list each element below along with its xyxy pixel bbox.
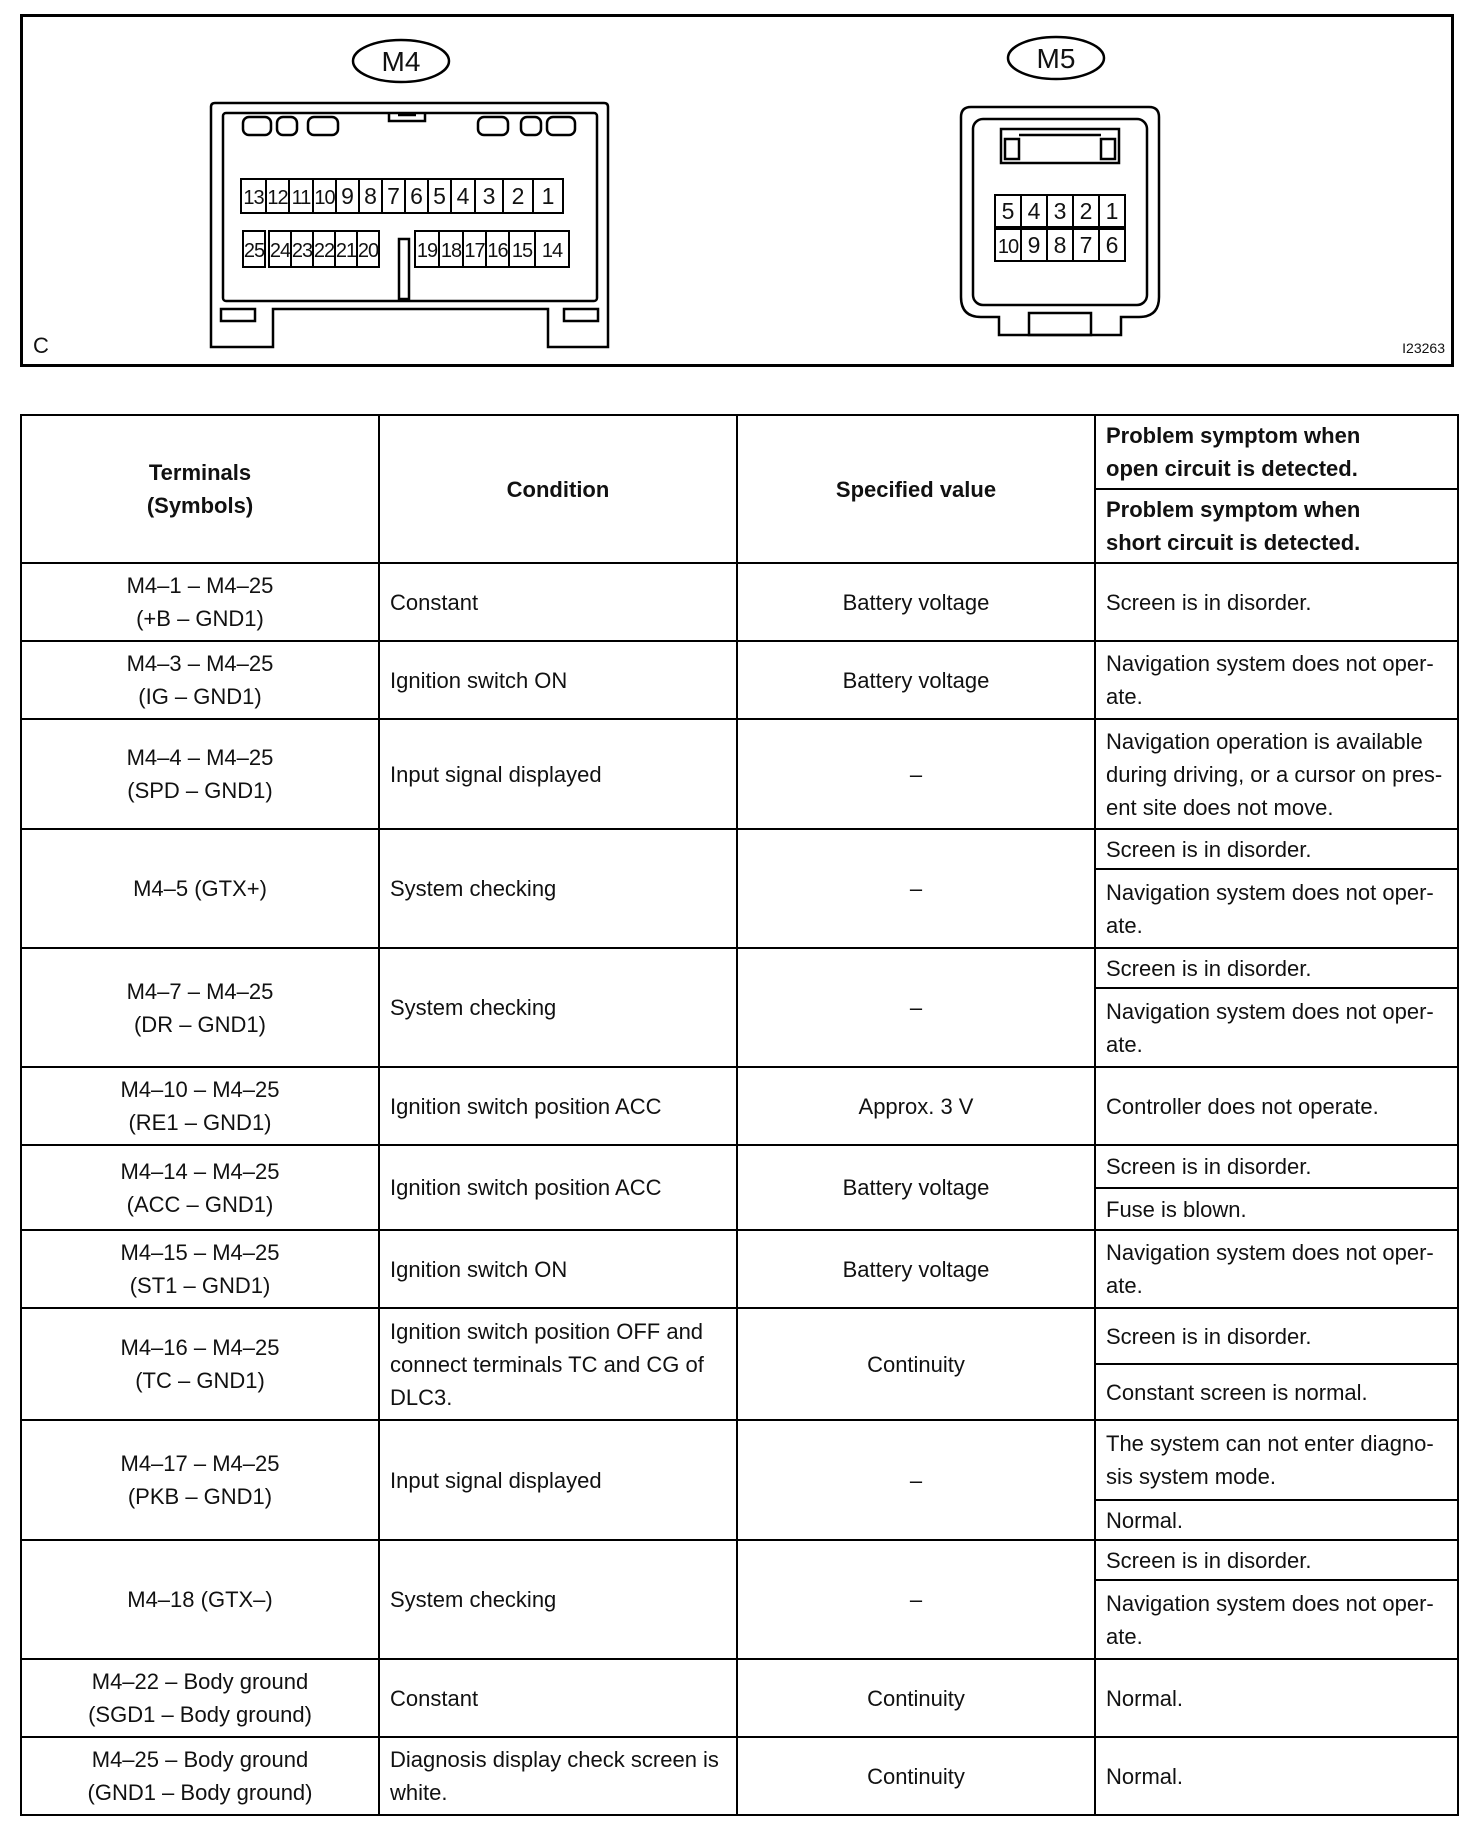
cell-condition: Diagnosis display check screen is white. (379, 1737, 737, 1815)
cell-condition: Ignition switch ON (379, 1230, 737, 1308)
cell-specified-value: – (737, 1420, 1095, 1540)
cell-symptom: Screen is in disorder. (1095, 563, 1458, 641)
m4-pin-7 (382, 179, 405, 213)
m4-pin-22 (313, 231, 335, 267)
m4-pin-14 (535, 231, 569, 267)
m4-pin-9 (336, 179, 359, 213)
m5-pin-grid (995, 195, 1125, 261)
cell-symptom: Normal. (1095, 1659, 1458, 1737)
cell-terminals: M4–17 – M4–25 (PKB – GND1) (21, 1420, 379, 1540)
m4-pin-18 (439, 231, 463, 267)
cell-specified-value: Continuity (737, 1659, 1095, 1737)
m4-pin-11 (289, 179, 313, 213)
cell-symptom: The system can not enter diagno- sis system mode. (1095, 1420, 1458, 1500)
header-symptom-open: Problem symptom when open circuit is detected. (1095, 415, 1458, 489)
cell-symptom: Screen is in disorder. (1095, 948, 1458, 988)
cell-terminals: M4–18 (GTX–) (21, 1540, 379, 1659)
cell-symptom: Normal. (1095, 1737, 1458, 1815)
m4-pin-3 (475, 179, 503, 213)
table-row (21, 563, 1458, 641)
m4-pin-19-label: 19 (416, 240, 438, 262)
cell-terminals: M4–3 – M4–25 (IG – GND1) (21, 641, 379, 719)
cell-condition: Ignition switch position ACC (379, 1145, 737, 1230)
table-row (21, 1540, 1458, 1580)
cell-specified-value: Continuity (737, 1308, 1095, 1420)
m4-pin-4 (451, 179, 475, 213)
m4-pin-10-label: 10 (314, 187, 335, 209)
cell-specified-value: – (737, 719, 1095, 829)
header-specified-value: Specified value (737, 415, 1095, 563)
table-header (21, 415, 1458, 563)
cell-terminals: M4–10 – M4–25 (RE1 – GND1) (21, 1067, 379, 1145)
m4-pin-5 (428, 179, 451, 213)
m5-pin-4 (1021, 195, 1047, 227)
m4-pin-22-label: 22 (313, 240, 335, 262)
cell-symptom: Screen is in disorder. (1095, 829, 1458, 869)
m4-pin-2-label: 2 (511, 183, 525, 209)
m5-pin-4-label: 4 (1027, 198, 1041, 224)
table-row (21, 1659, 1458, 1737)
m4-pin-12-label: 12 (267, 187, 288, 209)
cell-condition: Constant (379, 1659, 737, 1737)
m4-pin-8 (359, 179, 382, 213)
m4-pin-9-label: 9 (341, 183, 354, 209)
m4-pin-16-label: 16 (487, 240, 508, 262)
m5-pin-10-label: 10 (997, 236, 1019, 258)
m5-label: M5 (1036, 43, 1076, 74)
cell-symptom: Navigation system does not oper- ate. (1095, 1580, 1458, 1659)
cell-symptom: Screen is in disorder. (1095, 1308, 1458, 1364)
m5-label-bubble (1008, 37, 1104, 79)
cell-symptom: Normal. (1095, 1500, 1458, 1540)
table-row (21, 1737, 1458, 1815)
m4-pin-19 (415, 231, 439, 267)
cell-condition: Ignition switch position ACC (379, 1067, 737, 1145)
cell-symptom: Navigation system does not oper- ate. (1095, 869, 1458, 948)
m4-pin-23-label: 23 (291, 240, 313, 262)
m4-pin-1 (533, 179, 563, 213)
m5-pin-9-label: 9 (1027, 232, 1041, 258)
m4-pin-13 (241, 179, 266, 213)
cell-symptom: Fuse is blown. (1095, 1188, 1458, 1230)
m4-pin-1-label: 1 (541, 183, 555, 209)
cell-terminals: M4–7 – M4–25 (DR – GND1) (21, 948, 379, 1067)
m4-pin-6 (405, 179, 428, 213)
cell-terminals: M4–16 – M4–25 (TC – GND1) (21, 1308, 379, 1420)
cell-condition: Ignition switch position OFF and connect terminals TC and CG of DLC3. (379, 1308, 737, 1420)
connector-figure (20, 14, 1454, 367)
cell-condition: System checking (379, 948, 737, 1067)
table-row (21, 1145, 1458, 1188)
m4-pin-3-label: 3 (482, 183, 496, 209)
figure-id: I23263 (1402, 340, 1445, 356)
m4-pin-17 (463, 231, 486, 267)
cell-condition: System checking (379, 1540, 737, 1659)
cell-symptom: Navigation system does not oper- ate. (1095, 988, 1458, 1067)
cell-symptom: Navigation system does not oper- ate. (1095, 1230, 1458, 1308)
header-condition: Condition (379, 415, 737, 563)
table-body (21, 563, 1458, 1815)
m4-pin-4-label: 4 (456, 183, 470, 209)
cell-specified-value: Continuity (737, 1737, 1095, 1815)
m5-pin-5 (995, 195, 1021, 227)
cell-terminals: M4–4 – M4–25 (SPD – GND1) (21, 719, 379, 829)
cell-specified-value: – (737, 948, 1095, 1067)
cell-condition: Constant (379, 563, 737, 641)
m5-pin-6-label: 6 (1105, 232, 1119, 258)
m4-pin-20-label: 20 (357, 240, 379, 262)
table-row (21, 1308, 1458, 1364)
m5-pin-1-label: 1 (1105, 198, 1119, 224)
table-row (21, 1230, 1458, 1308)
cell-symptom: Navigation system does not oper- ate. (1095, 641, 1458, 719)
m4-label-bubble (353, 40, 449, 82)
m4-pin-12 (266, 179, 289, 213)
m4-pin-18-label: 18 (440, 240, 462, 262)
m4-pin-23 (291, 231, 313, 267)
m5-pin-7-label: 7 (1079, 232, 1093, 258)
m4-pin-25 (243, 231, 265, 267)
cell-symptom: Controller does not operate. (1095, 1067, 1458, 1145)
m5-pin-9 (1021, 229, 1047, 261)
m4-pin-5-label: 5 (433, 183, 446, 209)
cell-terminals: M4–1 – M4–25 (+B – GND1) (21, 563, 379, 641)
table-row (21, 1420, 1458, 1500)
header-symptom-short: Problem symptom when short circuit is detected. (1095, 489, 1458, 563)
cell-terminals: M4–22 – Body ground (SGD1 – Body ground) (21, 1659, 379, 1737)
terminal-spec-table (20, 414, 1459, 1816)
m4-pin-7-label: 7 (387, 183, 400, 209)
cell-terminals: M4–25 – Body ground (GND1 – Body ground) (21, 1737, 379, 1815)
cell-specified-value: – (737, 829, 1095, 948)
cell-symptom: Navigation operation is available during driving, or a cursor on pres- ent site does not move. (1095, 719, 1458, 829)
m4-pin-10 (313, 179, 336, 213)
m5-pin-10 (995, 229, 1021, 261)
table-row (21, 948, 1458, 988)
table-row (21, 1067, 1458, 1145)
header-terminals: Terminals (Symbols) (21, 415, 379, 563)
corner-label: C (33, 333, 49, 358)
cell-symptom: Constant screen is normal. (1095, 1364, 1458, 1420)
table-row (21, 641, 1458, 719)
cell-condition: System checking (379, 829, 737, 948)
cell-specified-value: Battery voltage (737, 563, 1095, 641)
cell-symptom: Screen is in disorder. (1095, 1145, 1458, 1188)
connector-diagram (23, 17, 1451, 364)
m4-pin-17-label: 17 (464, 240, 485, 262)
m4-pin-20 (357, 231, 379, 267)
cell-condition: Ignition switch ON (379, 641, 737, 719)
m5-pin-8-label: 8 (1053, 232, 1067, 258)
cell-condition: Input signal displayed (379, 719, 737, 829)
cell-specified-value: Approx. 3 V (737, 1067, 1095, 1145)
m5-pin-3 (1047, 195, 1073, 227)
m5-pin-3-label: 3 (1053, 198, 1067, 224)
m4-pin-11-label: 11 (291, 187, 311, 209)
m5-pin-2 (1073, 195, 1099, 227)
cell-specified-value: Battery voltage (737, 1145, 1095, 1230)
m5-pin-7 (1073, 229, 1099, 261)
table-row (21, 719, 1458, 829)
cell-condition: Input signal displayed (379, 1420, 737, 1540)
m4-pin-8-label: 8 (364, 183, 377, 209)
m4-pin-15 (509, 231, 535, 267)
m4-pin-24-label: 24 (269, 240, 291, 262)
m4-pin-21-label: 21 (335, 240, 357, 262)
cell-terminals: M4–15 – M4–25 (ST1 – GND1) (21, 1230, 379, 1308)
m4-pin-25-label: 25 (243, 240, 265, 262)
cell-specified-value: Battery voltage (737, 641, 1095, 719)
m5-pin-1 (1099, 195, 1125, 227)
m4-pin-24 (269, 231, 291, 267)
m4-pin-21 (335, 231, 357, 267)
cell-symptom: Screen is in disorder. (1095, 1540, 1458, 1580)
m4-pin-16 (486, 231, 509, 267)
m4-pin-13-label: 13 (243, 187, 264, 209)
m5-pin-2-label: 2 (1079, 198, 1093, 224)
cell-specified-value: Battery voltage (737, 1230, 1095, 1308)
cell-terminals: M4–5 (GTX+) (21, 829, 379, 948)
m5-pin-5-label: 5 (1001, 198, 1015, 224)
cell-terminals: M4–14 – M4–25 (ACC – GND1) (21, 1145, 379, 1230)
m4-pin-6-label: 6 (410, 183, 423, 209)
m4-label: M4 (381, 46, 421, 77)
m5-pin-8 (1047, 229, 1073, 261)
table-row (21, 829, 1458, 869)
m5-pin-6 (1099, 229, 1125, 261)
m4-connector-housing (211, 103, 608, 347)
cell-specified-value: – (737, 1540, 1095, 1659)
m4-pin-15-label: 15 (511, 240, 533, 262)
m4-pin-2 (503, 179, 533, 213)
m4-pin-14-label: 14 (541, 240, 563, 262)
